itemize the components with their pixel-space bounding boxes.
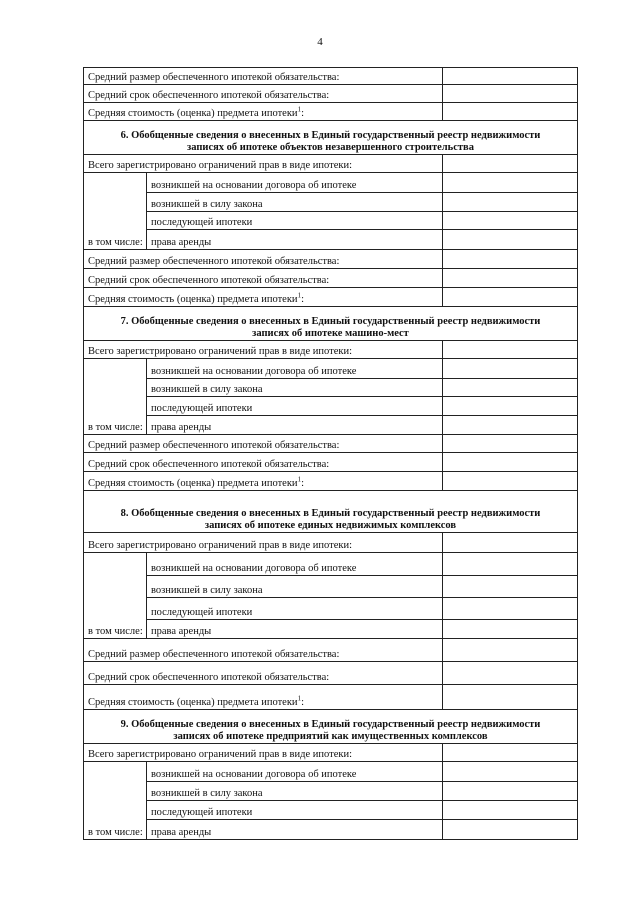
sub-row-label: последующей ипотеки [147,397,443,416]
table-row [84,533,578,553]
table-row [84,212,578,230]
sub-value-cell[interactable] [443,230,578,250]
footnote-ref: 1 [297,694,302,703]
table-row [84,269,578,288]
footnote-ref: 1 [297,105,302,114]
sub-row-label: возникшей в силу закона [147,576,443,598]
sub-value-cell[interactable] [443,782,578,801]
footnote-ref: 1 [297,291,302,300]
avg-term-label: Средний срок обеспеченного ипотекой обязательства: [84,662,443,685]
table-row [84,288,578,307]
total-value-cell[interactable] [443,533,578,553]
avg-size-label: Средний размер обеспеченного ипотекой обязательства: [84,639,443,662]
avg-term-value-cell[interactable] [443,85,578,103]
sub-row-label: возникшей на основании договора об ипотеке [147,553,443,576]
table-row [84,103,578,121]
avg-term-value-cell[interactable] [443,453,578,472]
section-header [84,491,578,533]
section-header [84,307,578,341]
avg-term-value-cell[interactable] [443,662,578,685]
footnote-ref: 1 [297,475,302,484]
avg-size-value-cell[interactable] [443,250,578,269]
table-row [84,193,578,212]
total-label: Всего зарегистрировано ограничений прав в виде ипотеки: [84,341,443,359]
table-row [84,453,578,472]
table-row [84,598,578,620]
table-row [84,85,578,103]
table-row [84,173,578,193]
sub-value-cell[interactable] [443,173,578,193]
avg-cost-value-cell[interactable] [443,685,578,710]
avg-size-value-cell[interactable] [443,639,578,662]
total-label: Всего зарегистрировано ограничений прав в виде ипотеки: [84,155,443,173]
table-row [84,744,578,762]
avg-cost-value-cell[interactable] [443,472,578,491]
including-label: в том числе: [84,359,147,435]
sub-value-cell[interactable] [443,598,578,620]
total-value-cell[interactable] [443,341,578,359]
sub-value-cell[interactable] [443,359,578,379]
table-row [84,359,578,379]
table-row [84,68,578,85]
table-row [84,662,578,685]
sub-row-label: возникшей в силу закона [147,782,443,801]
table-row [84,230,578,250]
including-label: в том числе: [84,553,147,639]
statistics-form-table [83,67,578,840]
section-header [84,121,578,155]
sub-row-label: возникшей на основании договора об ипотеке [147,359,443,379]
sub-value-cell[interactable] [443,620,578,639]
table-row [84,435,578,453]
sub-row-label: возникшей на основании договора об ипотеке [147,762,443,782]
sub-value-cell[interactable] [443,762,578,782]
table-row [84,155,578,173]
page-number: 4 [317,36,323,48]
section-title: 9. Обобщенные сведения о внесенных в Единый государственный реестр недвижимости записях об ипотеке предприятий как имущественных комплексов [84,710,578,744]
section-title: 8. Обобщенные сведения о внесенных в Единый государственный реестр недвижимости записях об ипотеке единых недвижимых комплексов [84,491,578,533]
including-label: в том числе: [84,762,147,840]
avg-size-value-cell[interactable] [443,435,578,453]
sub-value-cell[interactable] [443,397,578,416]
avg-term-label: Средний срок обеспеченного ипотекой обязательства: [84,269,443,288]
section-title: 7. Обобщенные сведения о внесенных в Единый государственный реестр недвижимости записях об ипотеке машино-мест [84,307,578,341]
table-row [84,576,578,598]
table-row [84,782,578,801]
total-value-cell[interactable] [443,155,578,173]
sub-value-cell[interactable] [443,801,578,820]
sub-value-cell[interactable] [443,379,578,397]
avg-term-label: Средний срок обеспеченного ипотекой обязательства: [84,85,443,103]
avg-cost-value-cell[interactable] [443,288,578,307]
table-row [84,341,578,359]
sub-row-label: возникшей в силу закона [147,193,443,212]
total-label: Всего зарегистрировано ограничений прав в виде ипотеки: [84,744,443,762]
avg-term-label: Средний срок обеспеченного ипотекой обязательства: [84,453,443,472]
avg-cost-value-cell[interactable] [443,103,578,121]
sub-row-label: права аренды [147,620,443,639]
section-header [84,710,578,744]
avg-size-label: Средний размер обеспеченного ипотекой обязательства: [84,68,443,85]
table-row [84,620,578,639]
table-row [84,639,578,662]
table-row [84,472,578,491]
sub-value-cell[interactable] [443,553,578,576]
table-row [84,250,578,269]
avg-size-value-cell[interactable] [443,68,578,85]
sub-row-label: последующей ипотеки [147,212,443,230]
table-row [84,553,578,576]
sub-row-label: права аренды [147,820,443,840]
avg-cost-label: Средняя стоимость (оценка) предмета ипотеки$^1$: [84,472,443,491]
sub-value-cell[interactable] [443,193,578,212]
avg-size-label: Средний размер обеспеченного ипотекой обязательства: [84,250,443,269]
sub-value-cell[interactable] [443,820,578,840]
total-label: Всего зарегистрировано ограничений прав в виде ипотеки: [84,533,443,553]
sub-value-cell[interactable] [443,576,578,598]
sub-row-label: возникшей на основании договора об ипотеке [147,173,443,193]
avg-size-label: Средний размер обеспеченного ипотекой обязательства: [84,435,443,453]
sub-value-cell[interactable] [443,416,578,435]
avg-cost-label: Средняя стоимость (оценка) предмета ипотеки$^1$: [84,288,443,307]
sub-value-cell[interactable] [443,212,578,230]
table-row [84,762,578,782]
sub-row-label: последующей ипотеки [147,801,443,820]
sub-row-label: последующей ипотеки [147,598,443,620]
table-row [84,820,578,840]
table-row [84,416,578,435]
avg-cost-label: Средняя стоимость (оценка) предмета ипотеки$^1$: [84,103,443,121]
sub-row-label: права аренды [147,416,443,435]
avg-term-value-cell[interactable] [443,269,578,288]
total-value-cell[interactable] [443,744,578,762]
sub-row-label: права аренды [147,230,443,250]
section-title: 6. Обобщенные сведения о внесенных в Единый государственный реестр недвижимости записях об ипотеке объектов незавершенного строительства [84,121,578,155]
including-label: в том числе: [84,173,147,250]
table-row [84,685,578,710]
table-row [84,397,578,416]
sub-row-label: возникшей в силу закона [147,379,443,397]
table-row [84,379,578,397]
table-row [84,801,578,820]
avg-cost-label: Средняя стоимость (оценка) предмета ипотеки$^1$: [84,685,443,710]
